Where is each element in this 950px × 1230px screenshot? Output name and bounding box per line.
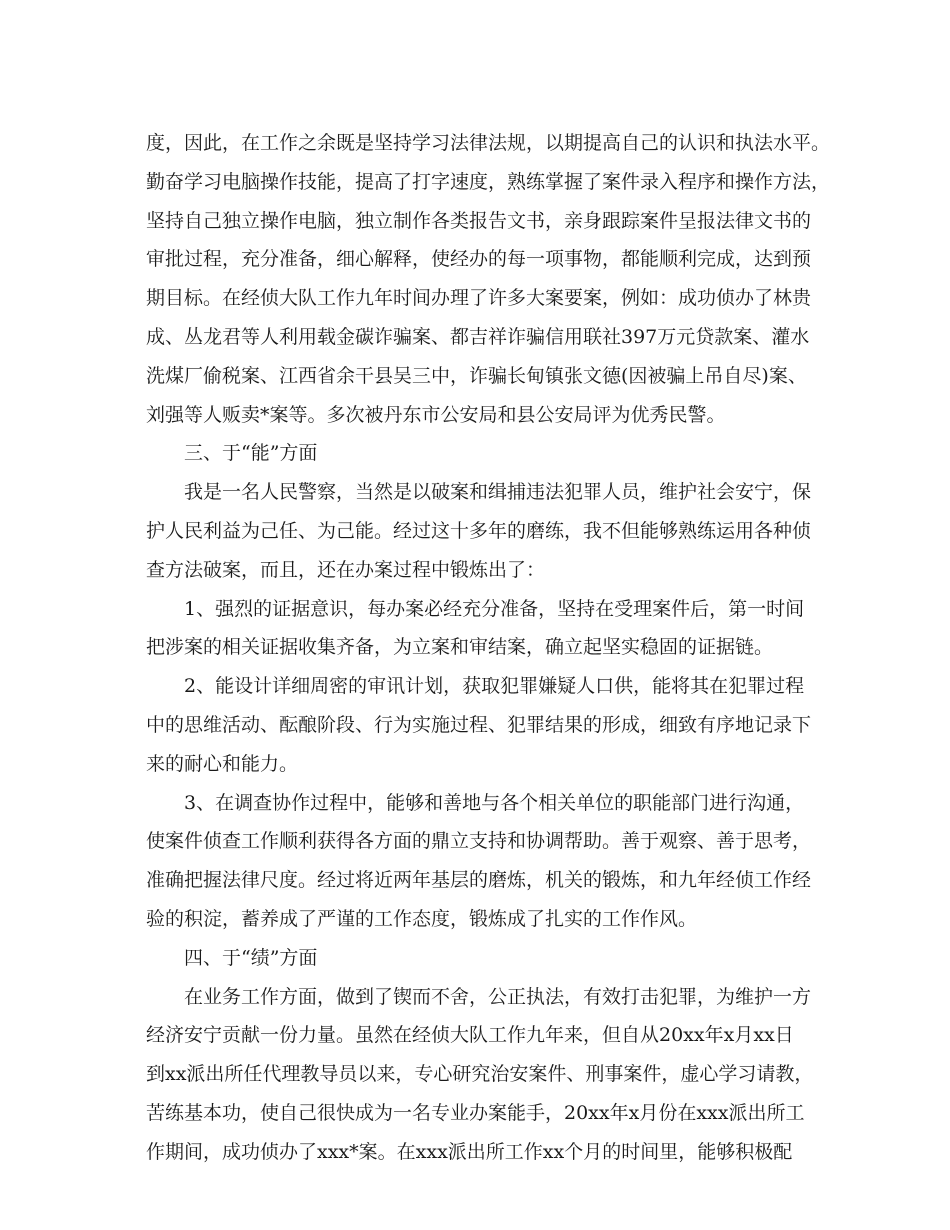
text-line: 审批过程，充分准备，细心解释，使经办的每一项事物，都能顺利完成，达到预	[146, 248, 812, 271]
text-line: 准确把握法律尺度。经过将近两年基层的磨炼，机关的锻炼，和九年经侦工作经	[146, 869, 812, 892]
text-line: 使案件侦查工作顺利获得各方面的鼎立支持和协调帮助。善于观察、善于思考，	[146, 830, 812, 853]
text-line: 我是一名人民警察，当然是以破案和缉捕违法犯罪人员，维护社会安宁，保	[184, 481, 812, 504]
text-line: 来的耐心和能力。	[146, 752, 299, 775]
text-line: 3、在调查协作过程中，能够和善地与各个相关单位的职能部门进行沟通，	[184, 791, 805, 814]
text-line: 苦练基本功，使自己很快成为一名专业办案能手，20xx年x月份在xxx派出所工	[146, 1101, 805, 1124]
text-line: 度，因此，在工作之余既是坚持学习法律法规，以期提高自己的认识和执法水平。	[146, 132, 831, 154]
text-line: 验的积淀，蓄养成了严谨的工作态度，锻炼成了扎实的工作作风。	[146, 907, 698, 930]
text-line: 坚持自己独立操作电脑，独立制作各类报告文书，亲身跟踪案件呈报法律文书的	[146, 209, 812, 232]
text-line: 勤奋学习电脑操作技能，提高了打字速度，熟练掌握了案件录入程序和操作方法，	[146, 170, 831, 193]
text-line: 作期间，成功侦办了xxx*案。在xxx派出所工作xx个月的时间里，能够积极配	[146, 1140, 793, 1163]
text-line: 查方法破案，而且，还在办案过程中锻炼出了：	[146, 558, 546, 581]
text-line: 刘强等人贩卖*案等。多次被丹东市公安局和县公安局评为优秀民警。	[146, 403, 726, 426]
text-line: 到xx派出所任代理教导员以来，专心研究治安案件、刑事案件，虚心学习请教，	[146, 1063, 814, 1086]
text-line: 四、于“绩”方面	[184, 946, 318, 969]
text-line: 成、丛龙君等人利用载金碳诈骗案、都吉祥诈骗信用联社397万元贷款案、灌水	[146, 325, 810, 348]
text-line: 把涉案的相关证据收集齐备，为立案和审结案，确立起坚实稳固的证据链。	[146, 636, 774, 659]
text-line: 三、于“能”方面	[184, 442, 318, 465]
text-line: 中的思维活动、酝酿阶段、行为实施过程、犯罪结果的形成，细致有序地记录下	[146, 713, 812, 736]
text-line: 护人民利益为己任、为己能。经过这十多年的磨练，我不但能够熟练运用各种侦	[146, 519, 812, 542]
text-line: 在业务工作方面，做到了锲而不舍，公正执法，有效打击犯罪，为维护一方	[184, 985, 812, 1008]
document-body	[146, 124, 831, 1172]
text-line: 洗煤厂偷税案、江西省余干县吴三中，诈骗长甸镇张文德(因被骗上吊自尽)案、	[146, 364, 807, 387]
text-line: 1、强烈的证据意识，每办案必经充分准备，坚持在受理案件后，第一时间	[184, 597, 805, 620]
text-line: 期目标。在经侦大队工作九年时间办理了许多大案要案，例如：成功侦办了林贵	[146, 287, 812, 310]
text-line: 2、能设计详细周密的审讯计划，获取犯罪嫌疑人口供，能将其在犯罪过程	[184, 675, 805, 698]
text-line: 经济安宁贡献一份力量。虽然在经侦大队工作九年来，但自从20xx年x月xx日	[146, 1024, 794, 1047]
